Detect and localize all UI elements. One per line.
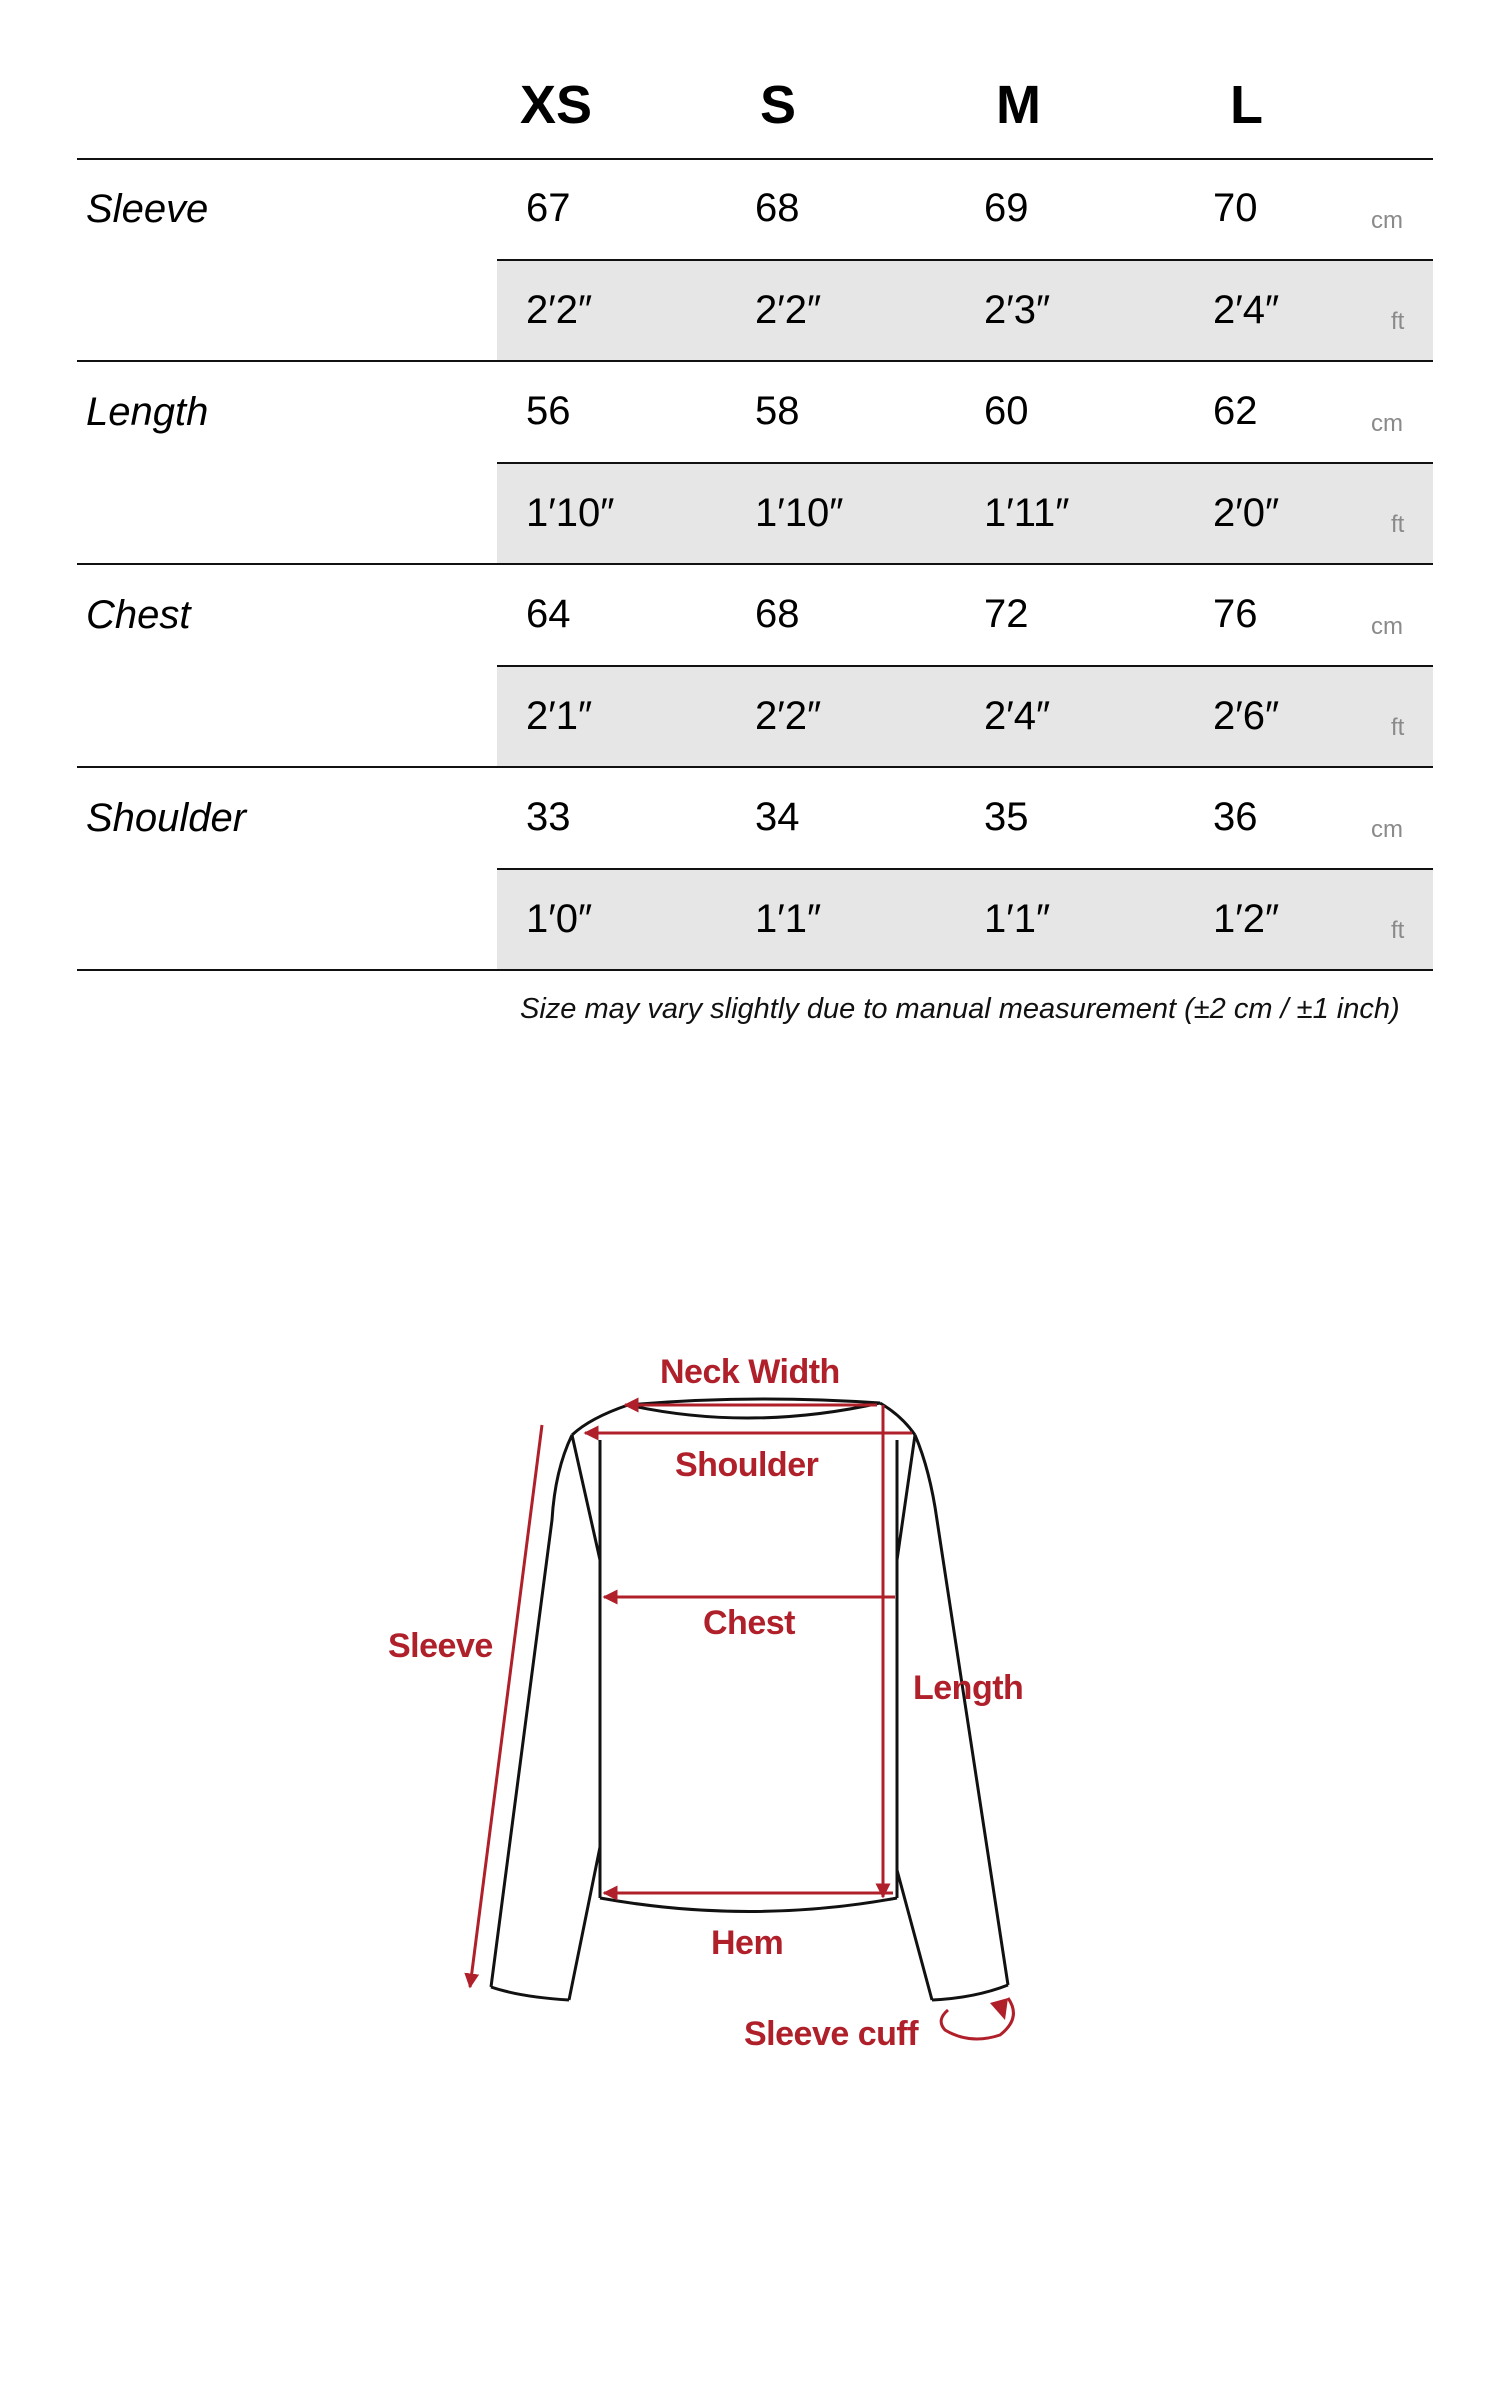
shoulder-cm-xs: 33 <box>526 795 571 839</box>
label-shoulder: Shoulder <box>675 1446 819 1484</box>
label-neck-width: Neck Width <box>660 1353 840 1391</box>
length-ft-s: 1′10″ <box>755 491 844 535</box>
chest-ft-s: 2′2″ <box>755 694 822 738</box>
measurement-note: Size may vary slightly due to manual measurement (±2 cm / ±1 inch) <box>520 993 1400 1025</box>
sleeve-cm-m: 69 <box>984 186 1029 230</box>
imperial-row-bg <box>497 870 1433 970</box>
unit-ft: ft <box>1391 308 1405 335</box>
sleeve-cm-l: 70 <box>1213 186 1258 230</box>
chest-ft-xs: 2′1″ <box>526 694 593 738</box>
shoulder-cm-s: 34 <box>755 795 800 839</box>
label-sleeve: Sleeve <box>388 1627 493 1665</box>
sleeve-arrow <box>470 1425 542 1987</box>
length-ft-m: 1′11″ <box>984 491 1070 535</box>
divider <box>497 665 1433 667</box>
unit-ft: ft <box>1391 511 1405 538</box>
sleeve-cm-xs: 67 <box>526 186 571 230</box>
chest-ft-m: 2′4″ <box>984 694 1051 738</box>
shoulder-cm-l: 36 <box>1213 795 1258 839</box>
divider <box>77 360 1433 362</box>
row-label-chest: Chest <box>86 593 191 637</box>
unit-ft: ft <box>1391 714 1405 741</box>
size-header-xs: XS <box>520 75 593 135</box>
chest-ft-l: 2′6″ <box>1213 694 1280 738</box>
sleeve-ft-s: 2′2″ <box>755 288 822 332</box>
divider <box>497 259 1433 261</box>
imperial-row-bg <box>497 464 1433 564</box>
chest-cm-l: 76 <box>1213 592 1258 636</box>
length-cm-l: 62 <box>1213 389 1258 433</box>
length-ft-l: 2′0″ <box>1213 491 1280 535</box>
sleeve-ft-l: 2′4″ <box>1213 288 1280 332</box>
length-cm-xs: 56 <box>526 389 571 433</box>
label-chest: Chest <box>703 1604 795 1642</box>
row-label-sleeve: Sleeve <box>86 187 209 231</box>
shoulder-ft-s: 1′1″ <box>755 897 822 941</box>
label-hem: Hem <box>711 1924 784 1962</box>
imperial-row-bg <box>497 667 1433 767</box>
garment-diagram <box>0 1300 1500 2100</box>
shoulder-ft-l: 1′2″ <box>1213 897 1280 941</box>
label-length: Length <box>913 1669 1024 1707</box>
shoulder-cm-m: 35 <box>984 795 1029 839</box>
size-header-m: M <box>996 75 1041 135</box>
size-header-s: S <box>760 75 797 135</box>
unit-cm: cm <box>1371 207 1403 234</box>
divider <box>497 462 1433 464</box>
row-label-length: Length <box>86 390 209 434</box>
length-cm-s: 58 <box>755 389 800 433</box>
sleeve-cm-s: 68 <box>755 186 800 230</box>
imperial-row-bg <box>497 261 1433 361</box>
shoulder-ft-xs: 1′0″ <box>526 897 593 941</box>
chest-cm-s: 68 <box>755 592 800 636</box>
sleeve-ft-m: 2′3″ <box>984 288 1051 332</box>
chest-cm-m: 72 <box>984 592 1029 636</box>
divider <box>77 969 1433 971</box>
shoulder-ft-m: 1′1″ <box>984 897 1051 941</box>
unit-cm: cm <box>1371 613 1403 640</box>
unit-ft: ft <box>1391 917 1405 944</box>
chest-cm-xs: 64 <box>526 592 571 636</box>
length-ft-xs: 1′10″ <box>526 491 615 535</box>
length-cm-m: 60 <box>984 389 1029 433</box>
label-sleeve-cuff: Sleeve cuff <box>744 2015 919 2053</box>
sleeve-ft-xs: 2′2″ <box>526 288 593 332</box>
divider <box>77 158 1433 160</box>
divider <box>497 868 1433 870</box>
row-label-shoulder: Shoulder <box>86 796 247 840</box>
unit-cm: cm <box>1371 816 1403 843</box>
size-header-l: L <box>1230 75 1263 135</box>
divider <box>77 766 1433 768</box>
unit-cm: cm <box>1371 410 1403 437</box>
divider <box>77 563 1433 565</box>
